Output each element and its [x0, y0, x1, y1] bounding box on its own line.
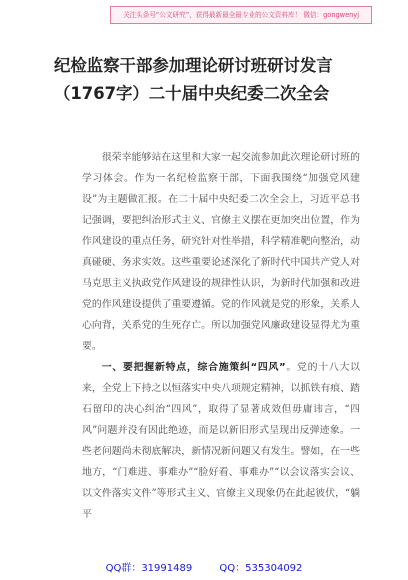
- section-1-heading: 一、要把握新特点，综合施策纠“四风”: [101, 362, 286, 373]
- intro-paragraph: 很荣幸能够站在这里和大家一起交流参加此次理论研讨班的学习体会。作为一名纪检监察干部，下面我围绕“加强党风建设”为主题做汇报。在二十届中央纪委二次全会上，习近平总书记强调，要把纠治形式主义、官僚主义摆在更加突出位置，作为作风建设的重点任务，研究针对性举措，科学精准靶向整治，动真碰硬、务求实效。这些重要论述深化了新时代中国共产党人对马克思主义执政党作风建设的规律性认识，为新时代加强和改进党的作风建设提供了重要遵循。党的作风就是党的形象，关系人心向背，关系党的生死存亡。所以加强党风廉政建设显得尤为重要。: [82, 152, 360, 352]
- section-1-paragraph: [82, 357, 360, 525]
- title-line-1: 纪检监察干部参加理论研讨班研讨发言: [54, 56, 333, 75]
- qq-contact[interactable]: QQ：535304092: [219, 563, 303, 574]
- document-body: [82, 147, 360, 525]
- document-title: [54, 52, 374, 108]
- qq-group[interactable]: QQ群：31991489: [105, 563, 193, 574]
- footer-contact: [0, 559, 408, 575]
- header-banner: 关注头条号“公文研究”，获得最新最全最专业的公文资料库！ 微信：gongwenyj: [110, 6, 372, 24]
- section-1-text: 。党的十八大以来，全党上下持之以恒落实中央八项规定精神，以抓铁有痕、踏石留印的决心纠治“四风”，取得了显著成效但毋庸讳言，“四风”问题并没有因此绝迹，而是以新旧形式呈现出反弹迹象。一些老问题尚未彻底解决，新情况新问题又有发生。譬如，在一些地方，“门难进、事难办”“脸好看、事难办”“以会议落实会议、以文件落实文件”等形式主义、官僚主义现象仍在此起彼伏，“躺平: [82, 362, 360, 520]
- title-line-2: （1767字）二十届中央纪委二次全会: [54, 84, 330, 103]
